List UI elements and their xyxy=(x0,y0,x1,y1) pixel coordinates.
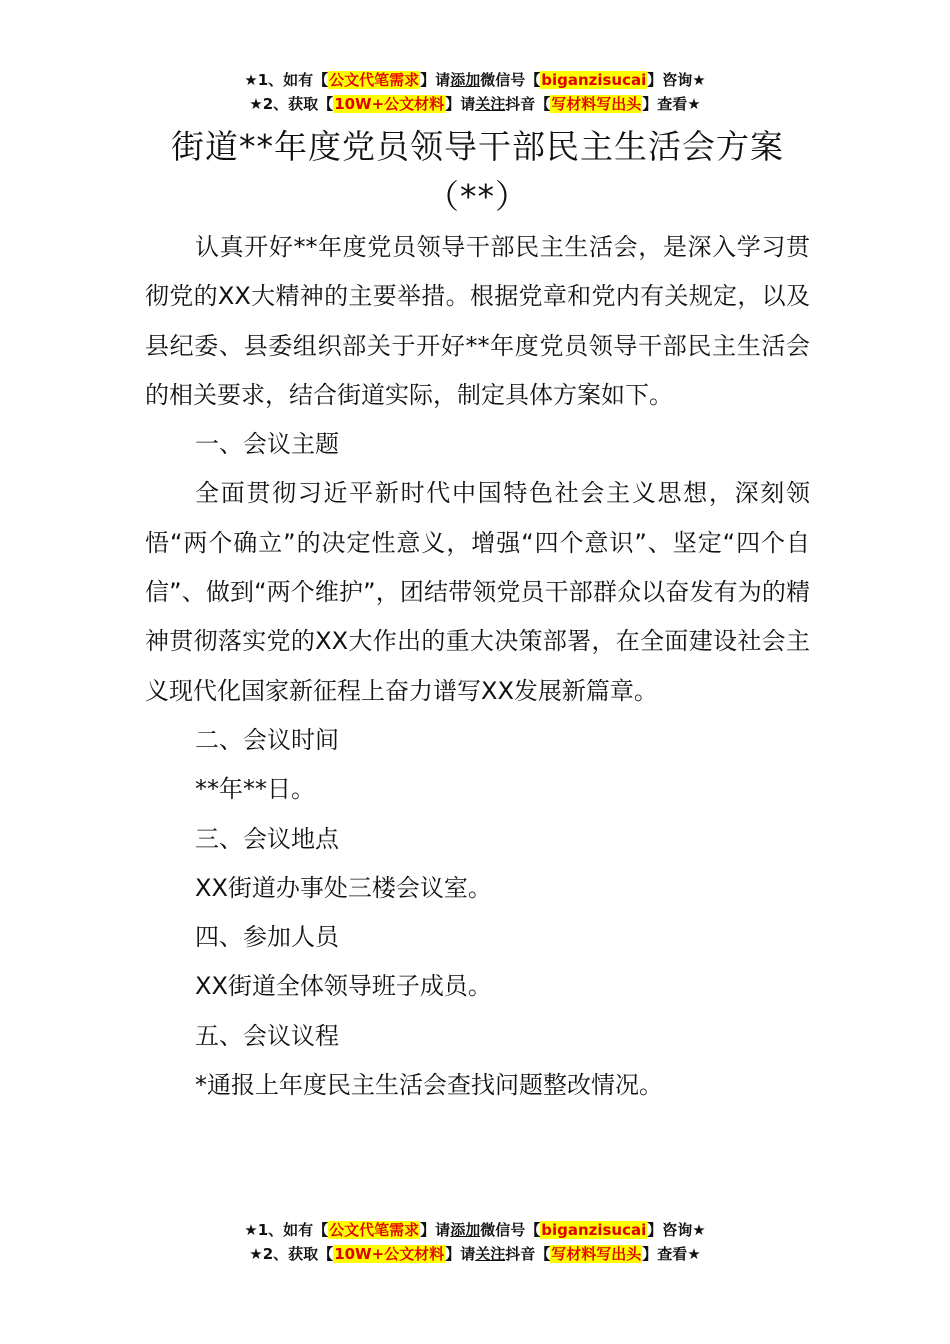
time-paragraph: **年**日。 xyxy=(195,775,315,804)
document-title xyxy=(145,122,810,222)
section-heading-time: 二、会议时间 xyxy=(195,725,339,754)
promo-banner-top xyxy=(0,68,950,116)
highlight-service: 公文代笔需求 xyxy=(329,71,420,89)
promo-line-2: ★2、获取【10W+公文材料】请关注抖音【写材料写出头】查看★ xyxy=(249,1245,701,1263)
promo-line-2: ★2、获取【10W+公文材料】请关注抖音【写材料写出头】查看★ xyxy=(249,95,701,113)
highlight-wechat-id: biganzisucai xyxy=(541,1221,647,1239)
highlight-douyin-account: 写材料写出头 xyxy=(551,95,642,113)
highlight-douyin-account: 写材料写出头 xyxy=(551,1245,642,1263)
promo-banner-bottom xyxy=(0,1218,950,1266)
theme-paragraph: 全面贯彻习近平新时代中国特色社会主义思想，深刻领悟“两个确立”的决定性意义，增强“四个意识”、坚定“四个自信”、做到“两个维护”，团结带领党员干部群众以奋发有为的精神贯彻落实党的XX大作出的重大决策部署，在全面建设社会主义现代化国家新征程上奋力谱写XX发展新篇章。 xyxy=(145,479,810,705)
agenda-item: *通报上年度民主生活会查找问题整改情况。 xyxy=(195,1071,663,1100)
section-heading-theme: 一、会议主题 xyxy=(195,430,339,459)
section-heading-agenda: 五、会议议程 xyxy=(195,1021,339,1050)
promo-line-1: ★1、如有【公文代笔需求】请添加微信号【biganzisucai】咨询★ xyxy=(244,71,706,89)
promo-line-1: ★1、如有【公文代笔需求】请添加微信号【biganzisucai】咨询★ xyxy=(244,1221,706,1239)
attendees-paragraph: XX街道全体领导班子成员。 xyxy=(195,972,492,1001)
title-line-2: （**） xyxy=(426,177,529,216)
highlight-service: 公文代笔需求 xyxy=(329,1221,420,1239)
highlight-wechat-id: biganzisucai xyxy=(541,71,647,89)
document-body xyxy=(145,223,810,1110)
title-line-1: 街道**年度党员领导干部民主生活会方案 xyxy=(171,127,784,166)
section-heading-attendees: 四、参加人员 xyxy=(195,923,339,952)
highlight-materials: 10W+公文材料 xyxy=(334,1245,445,1263)
location-paragraph: XX街道办事处三楼会议室。 xyxy=(195,873,492,902)
intro-paragraph: 认真开好**年度党员领导干部民主生活会，是深入学习贯彻党的XX大精神的主要举措。根据党章和党内有关规定，以及县纪委、县委组织部关于开好**年度党员领导干部民主生活会的相关要求，结合街道实际，制定具体方案如下。 xyxy=(145,233,810,409)
section-heading-location: 三、会议地点 xyxy=(195,824,339,853)
highlight-materials: 10W+公文材料 xyxy=(334,95,445,113)
